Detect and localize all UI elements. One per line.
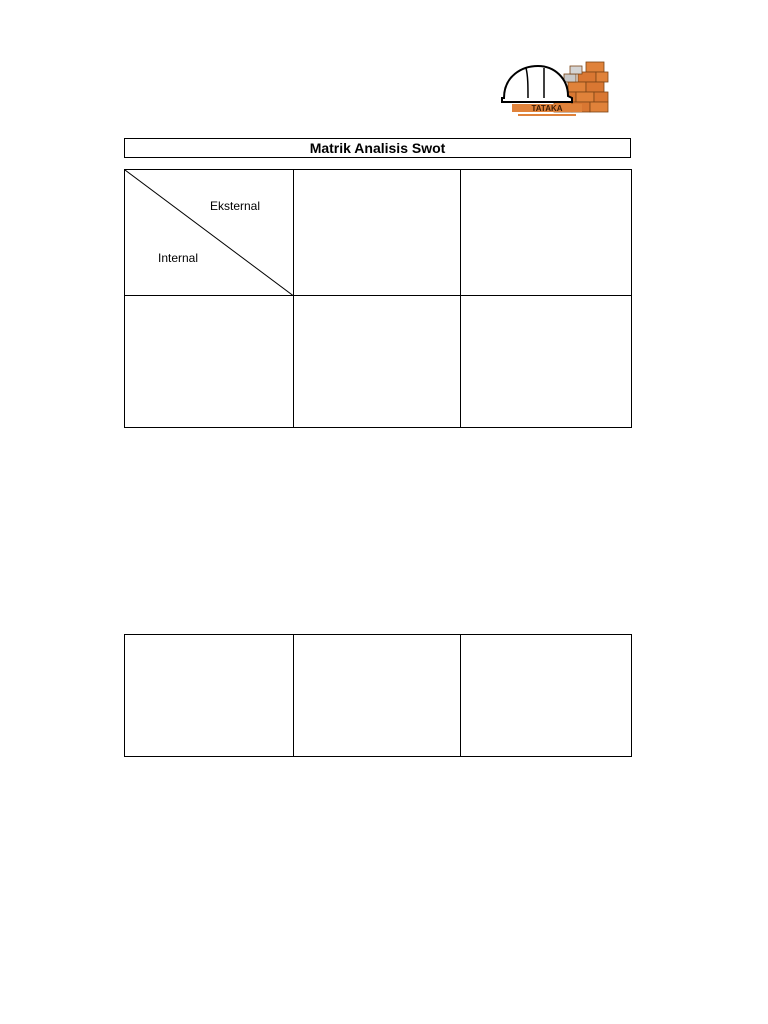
table-row — [125, 170, 632, 296]
logo-wordmark: TATAKA — [531, 104, 563, 113]
matrix-cell[interactable] — [294, 296, 460, 428]
table-row — [125, 296, 632, 428]
matrix-cell[interactable] — [294, 635, 460, 757]
table-row — [125, 635, 632, 757]
hard-hat-icon — [502, 66, 572, 102]
matrix-cell[interactable] — [125, 635, 294, 757]
internal-label: Internal — [158, 251, 199, 265]
second-matrix-table — [124, 634, 632, 757]
matrix-corner-header — [125, 170, 294, 296]
swot-matrix-table — [124, 169, 632, 428]
matrix-cell[interactable] — [460, 635, 631, 757]
external-label: Eksternal — [210, 199, 261, 213]
matrix-cell[interactable] — [294, 170, 460, 296]
diagonal-divider — [125, 170, 294, 296]
company-logo — [498, 46, 610, 124]
matrix-cell[interactable] — [125, 296, 294, 428]
matrix-cell[interactable] — [460, 170, 631, 296]
page-title: Matrik Analisis Swot — [124, 138, 631, 158]
matrix-cell[interactable] — [460, 296, 631, 428]
